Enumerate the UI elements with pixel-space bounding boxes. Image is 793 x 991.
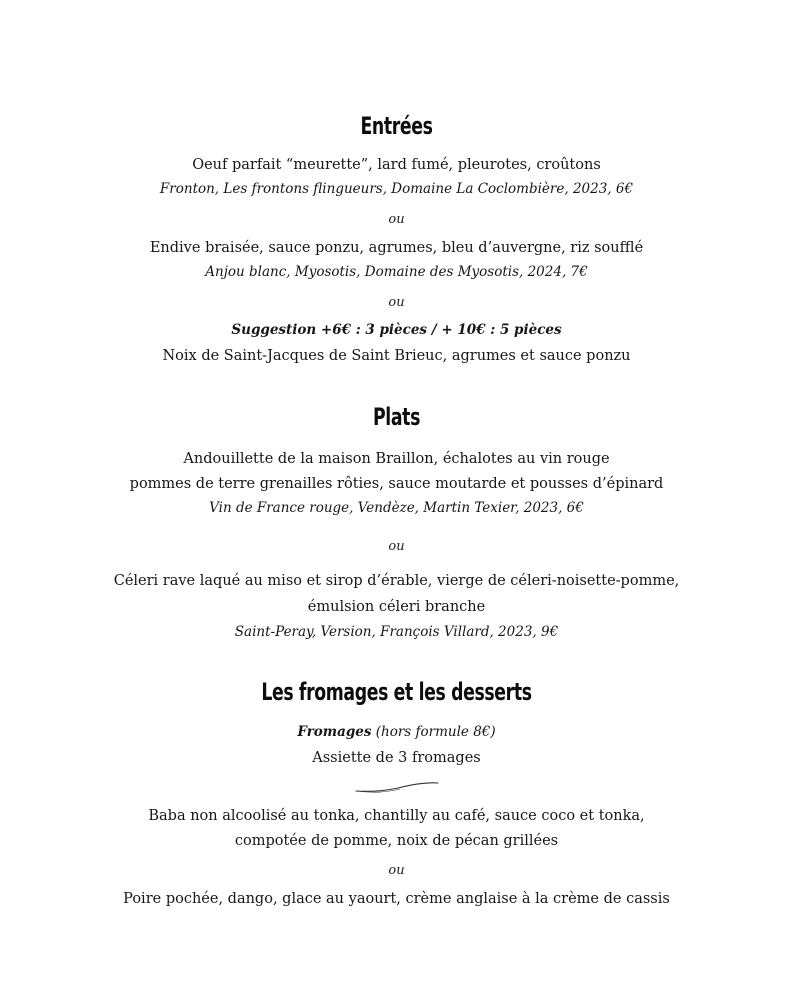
entree-dish-3: Noix de Saint-Jacques de Saint Brieuc, agrumes et sauce ponzu — [162, 348, 631, 364]
dessert-separator-1: ou — [388, 863, 405, 878]
plat-separator-1: ou — [388, 539, 405, 554]
plat-dish-2-line-2: émulsion céleri branche — [307, 599, 486, 615]
plats-title: Plats — [372, 403, 421, 431]
entrees-title: Entrées — [360, 112, 433, 140]
entree-wine-2: Anjou blanc, Myosotis, Domaine des Myosotis, 2024, 7€ — [205, 264, 588, 280]
dessert-2: Poire pochée, dango, glace au yaourt, crème anglaise à la crème de cassis — [123, 891, 670, 907]
flourish-divider-icon — [354, 779, 440, 795]
fromages-label: Fromages — [297, 724, 372, 740]
entree-dish-2: Endive braisée, sauce ponzu, agrumes, bleu d’auvergne, riz soufflé — [149, 240, 644, 256]
entree-dish-1: Oeuf parfait “meurette”, lard fumé, pleurotes, croûtons — [192, 157, 601, 173]
plat-wine-1: Vin de France rouge, Vendèze, Martin Texier, 2023, 6€ — [209, 500, 584, 516]
plat-dish-2-line-1: Céleri rave laqué au miso et sirop d’érable, vierge de céleri-noisette-pomme, — [113, 573, 680, 589]
dessert-1-line-1: Baba non alcoolisé au tonka, chantilly au café, sauce coco et tonka, — [148, 808, 645, 824]
entree-separator-2: ou — [388, 295, 405, 310]
fromages-note: (hors formule 8€) — [371, 724, 496, 740]
entree-suggestion: Suggestion +6€ : 3 pièces / + 10€ : 5 pièces — [231, 322, 562, 338]
plat-wine-2: Saint-Peray, Version, François Villard, 2023, 9€ — [234, 624, 559, 640]
fromages-line — [0, 726, 793, 740]
fromages-description: Assiette de 3 fromages — [312, 750, 481, 766]
plat-dish-1-line-2: pommes de terre grenailles rôties, sauce moutarde et pousses d’épinard — [129, 476, 664, 492]
dessert-1-line-2: compotée de pomme, noix de pécan grillées — [234, 833, 559, 849]
plat-dish-1-line-1: Andouillette de la maison Braillon, échalotes au vin rouge — [183, 451, 610, 467]
entree-wine-1: Fronton, Les frontons flingueurs, Domaine La Coclombière, 2023, 6€ — [159, 181, 634, 197]
desserts-title: Les fromages et les desserts — [261, 678, 532, 706]
entree-separator-1: ou — [388, 212, 405, 227]
